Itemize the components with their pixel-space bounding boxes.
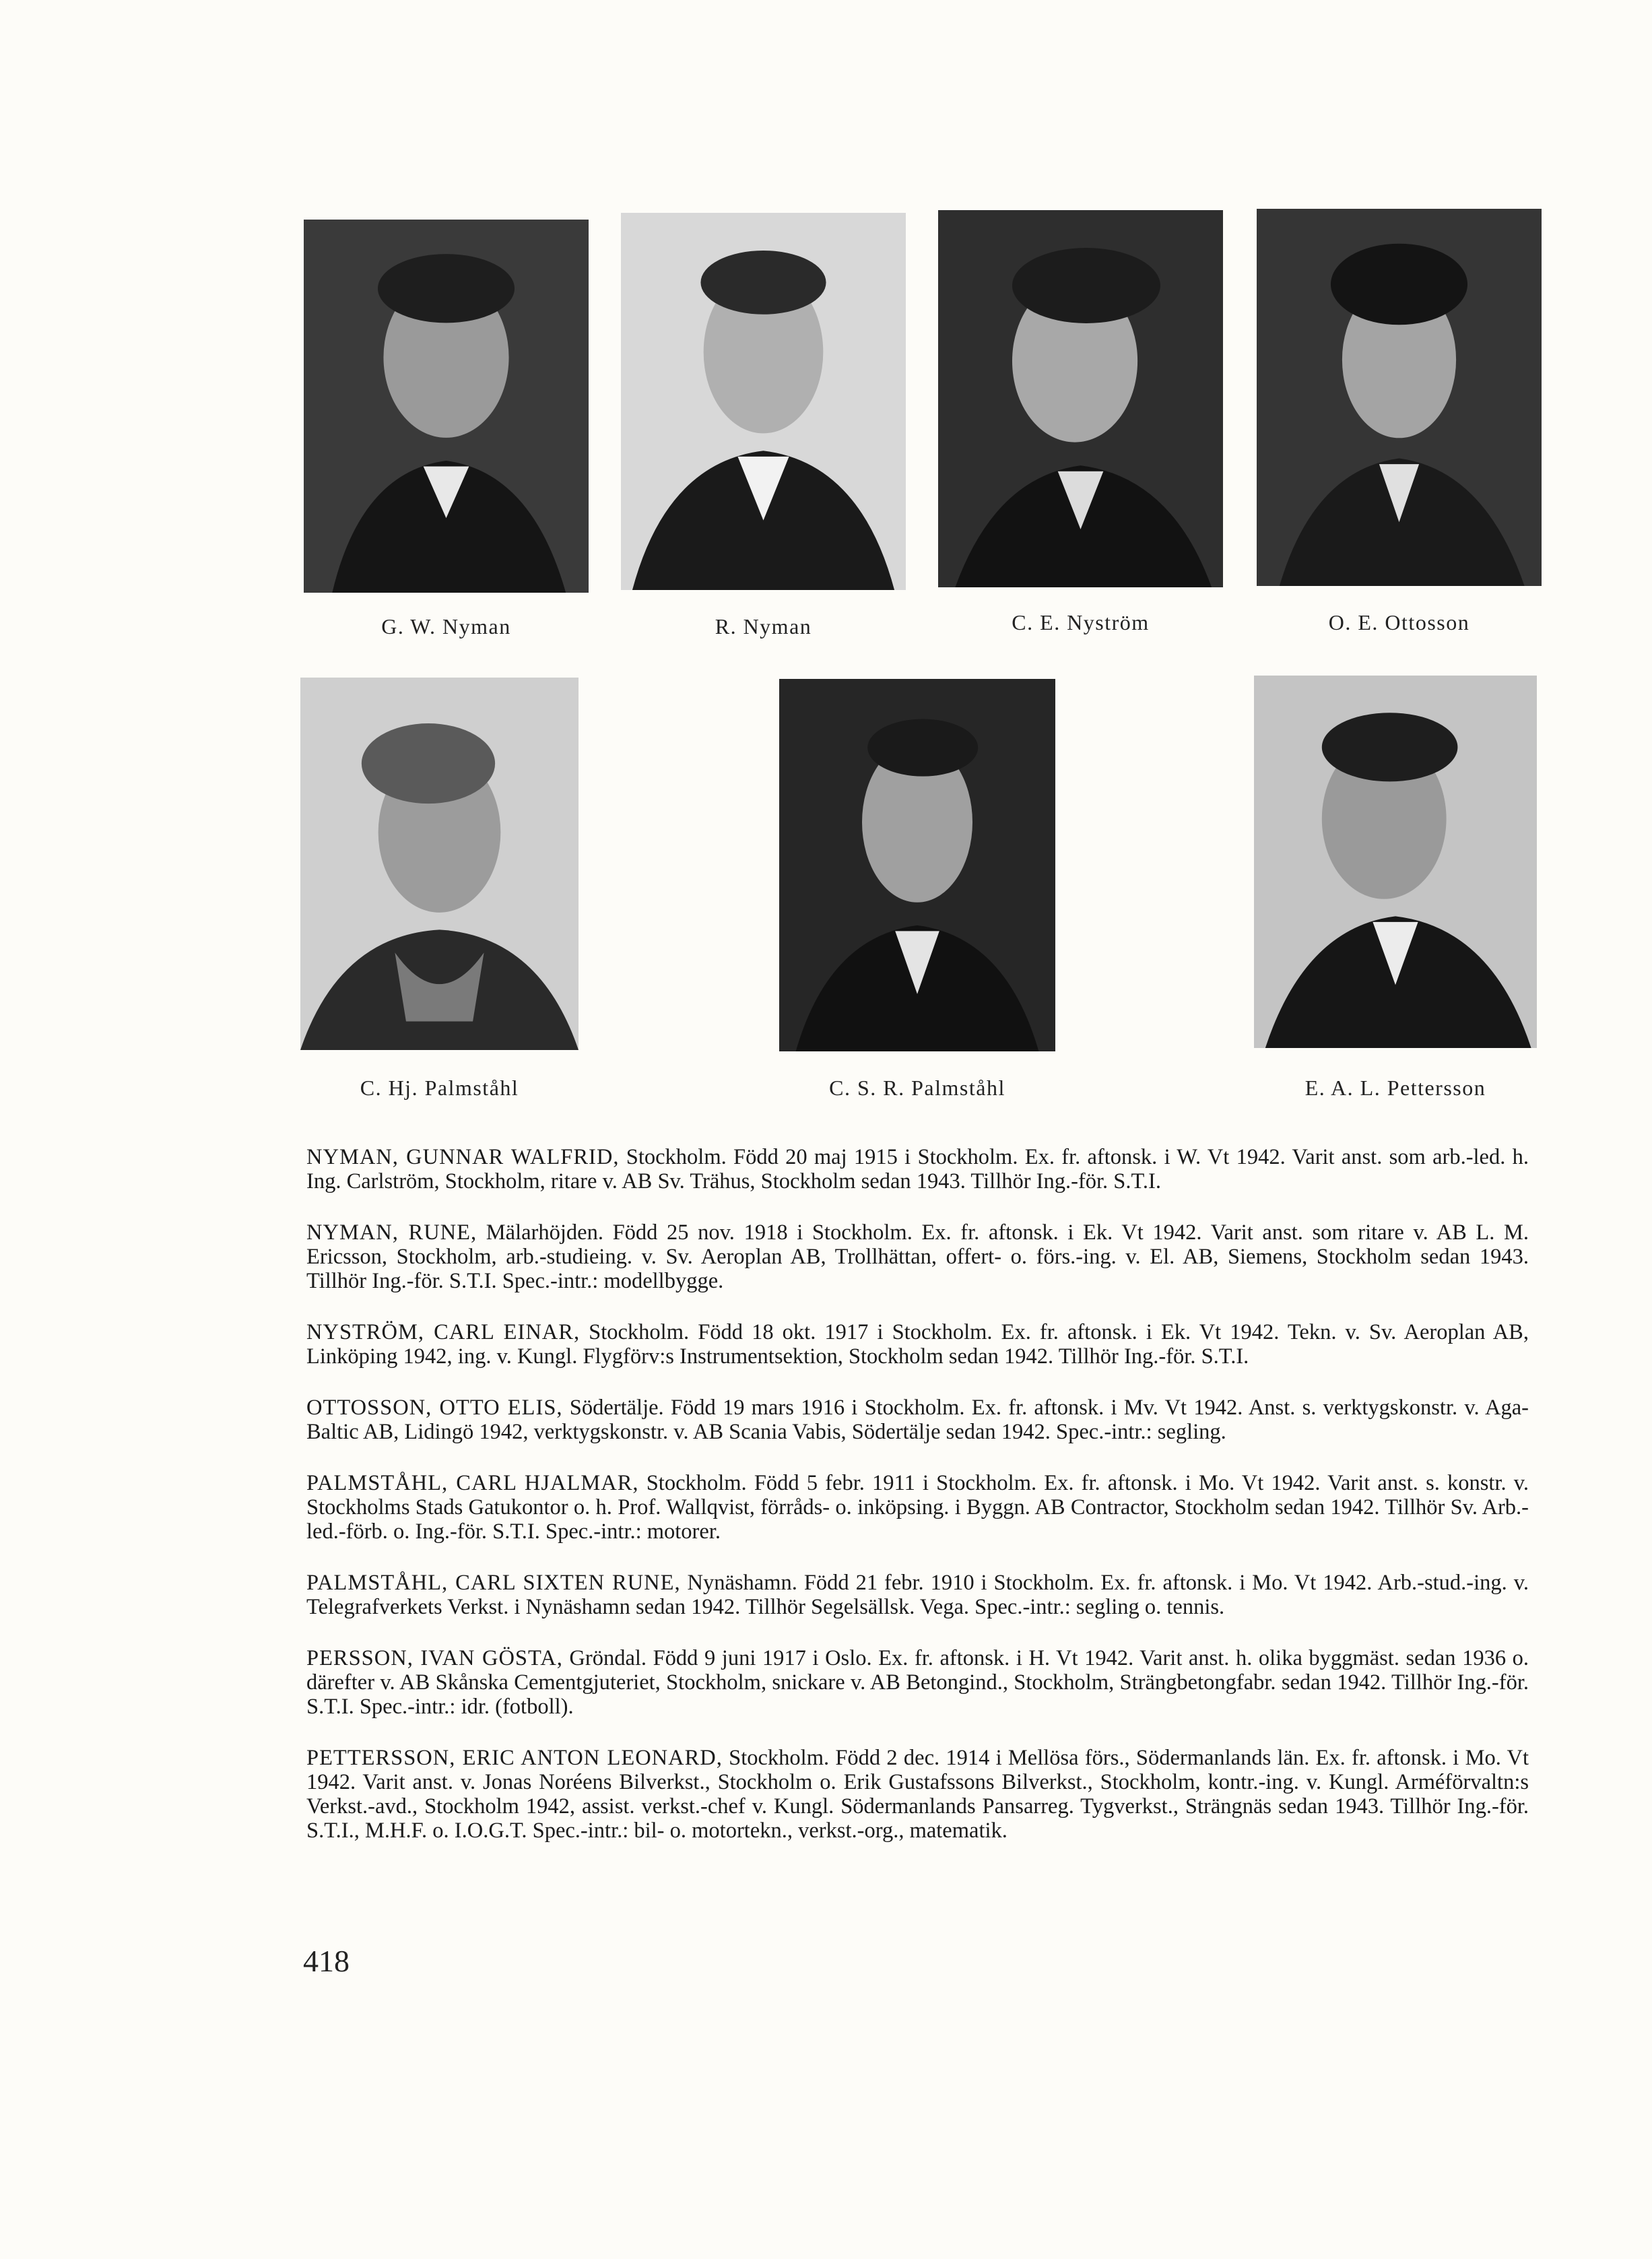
bio-entry-chj-palmstahl xyxy=(306,1471,1529,1544)
bio-entry-r-nyman xyxy=(306,1220,1529,1293)
portrait-photo-chj-palmstahl xyxy=(300,678,579,1050)
bio-entry-oe-ottosson xyxy=(306,1396,1529,1444)
bio-text: Stockholm. Född 5 febr. 1911 i Stockholm. Ex. fr. aftonsk. i Mo. Vt 1942. Varit anst. s. konstr. v. Stockholms Stads Gatukontor o. h. Prof. Wallqvist, förråds- o. inköpsing. i Byggn. AB Contractor, Stockholm sedan 1942. Tillhör Sv. Arb.-led.-förb. o. Ing.-för. S.T.I. Spec.-intr.: motorer. xyxy=(306,1471,1529,1544)
bio-name: PERSSON, IVAN GÖSTA, xyxy=(306,1646,563,1670)
bio-name: NYSTRÖM, CARL EINAR, xyxy=(306,1320,581,1344)
portrait-photo-ce-nystrom xyxy=(938,210,1223,587)
portrait-photo-eal-pettersson xyxy=(1254,676,1537,1048)
bio-text: Mälarhöjden. Född 25 nov. 1918 i Stockholm. Ex. fr. aftonsk. i Ek. Vt 1942. Varit anst. som ritare v. AB L. M. Ericsson, Stockholm, arb.-studieing. v. Sv. Aeroplan AB, Trollhättan, offert- o. förs.-ing. v. El. AB, Siemens, Stockholm sedan 1943. Tillhör Ing.-för. S.T.I. Spec.-intr.: modellbygge. xyxy=(306,1220,1529,1293)
caption-gw-nyman: G. W. Nyman xyxy=(381,614,511,639)
bio-text: Stockholm. Född 20 maj 1915 i Stockholm. Ex. fr. aftonsk. i W. Vt 1942. Varit anst. som arb.-led. h. Ing. Carlström, Stockholm, ritare v. AB Sv. Trähus, Stockholm sedan 1943. Tillhör Ing.-för. S.T.I. xyxy=(306,1145,1529,1193)
caption-ce-nystrom: C. E. Nyström xyxy=(1012,610,1150,634)
portrait-photo-oe-ottosson xyxy=(1257,209,1542,586)
caption-r-nyman: R. Nyman xyxy=(715,614,812,639)
bio-entry-eal-pettersson xyxy=(306,1746,1529,1843)
bio-name: PALMSTÅHL, CARL HJALMAR, xyxy=(306,1471,639,1495)
caption-eal-pettersson: E. A. L. Pettersson xyxy=(1304,1076,1486,1100)
caption-csr-palmstahl: C. S. R. Palmståhl xyxy=(829,1076,1005,1100)
bio-entry-ce-nystrom xyxy=(306,1320,1529,1369)
bio-entry-gw-nyman xyxy=(306,1145,1529,1193)
bio-text: Gröndal. Född 9 juni 1917 i Oslo. Ex. fr. aftonsk. i H. Vt 1942. Varit anst. h. olika byggmäst. sedan 1936 o. därefter v. AB Skånska Cementgjuteriet, Stockholm, snickare v. AB Betongind., Stockholm, Strängbetongfabr. sedan 1942. Tillhör Ing.-för. S.T.I. Spec.-intr.: idr. (fotboll). xyxy=(306,1646,1529,1719)
bio-text: Stockholm. Född 18 okt. 1917 i Stockholm. Ex. fr. aftonsk. i Ek. Vt 1942. Tekn. v. Sv. Aeroplan AB, Linköping 1942, ing. v. Kungl. Flygförv:s Instrumentsektion, Stockholm sedan 1942. Tillhör Ing.-för. S.T.I. xyxy=(306,1320,1529,1369)
bio-name: OTTOSSON, OTTO ELIS, xyxy=(306,1396,563,1420)
bio-text: Södertälje. Född 19 mars 1916 i Stockholm. Ex. fr. aftonsk. i Mv. Vt 1942. Anst. s. verktygskonstr. v. Aga-Baltic AB, Lidingö 1942, verktygskonstr. v. AB Scania Vabis, Södertälje sedan 1942. Spec.-intr.: segling. xyxy=(306,1396,1529,1444)
caption-chj-palmstahl: C. Hj. Palmståhl xyxy=(360,1076,519,1100)
portrait-image xyxy=(304,220,589,593)
bio-name: NYMAN, RUNE, xyxy=(306,1220,477,1245)
bio-entry-ig-persson xyxy=(306,1646,1529,1719)
portrait-image xyxy=(938,210,1223,587)
portrait-image xyxy=(1257,209,1542,586)
portrait-image xyxy=(1254,676,1537,1048)
portrait-photo-r-nyman xyxy=(621,213,906,590)
portrait-image xyxy=(779,679,1055,1051)
bio-entry-csr-palmstahl xyxy=(306,1571,1529,1619)
portrait-image xyxy=(621,213,906,590)
portrait-photo-gw-nyman xyxy=(304,220,589,593)
portrait-image xyxy=(300,678,579,1050)
bio-text: Stockholm. Född 2 dec. 1914 i Mellösa förs., Södermanlands län. Ex. fr. aftonsk. i Mo. Vt 1942. Varit anst. v. Jonas Noréens Bilverkst., Stockholm o. Erik Gustafssons Bilverkst., Stockholm, kontr.-ing. v. Kungl. Arméförvaltn:s Verkst.-avd., Stockholm 1942, assist. verkst.-chef v. Kungl. Södermanlands Pansarreg. Tygverkst., Strängnäs sedan 1943. Tillhör Ing.-för. S.T.I., M.H.F. o. I.O.G.T. Spec.-intr.: bil- o. motortekn., verkst.-org., matematik. xyxy=(306,1746,1529,1843)
bio-name: PETTERSSON, ERIC ANTON LEONARD, xyxy=(306,1746,723,1770)
bio-name: NYMAN, GUNNAR WALFRID, xyxy=(306,1145,620,1169)
bio-name: PALMSTÅHL, CARL SIXTEN RUNE, xyxy=(306,1571,681,1595)
bio-text: Nynäshamn. Född 21 febr. 1910 i Stockholm. Ex. fr. aftonsk. i Mo. Vt 1942. Arb.-stud.-ing. v. Telegrafverkets Verkst. i Nynäshamn sedan 1942. Tillhör Segelsällsk. Vega. Spec.-intr.: segling o. tennis. xyxy=(306,1571,1529,1619)
biography-list xyxy=(306,1145,1529,1870)
caption-oe-ottosson: O. E. Ottosson xyxy=(1328,610,1470,634)
portrait-photo-csr-palmstahl xyxy=(779,679,1055,1051)
page-number: 418 xyxy=(303,1944,350,1978)
